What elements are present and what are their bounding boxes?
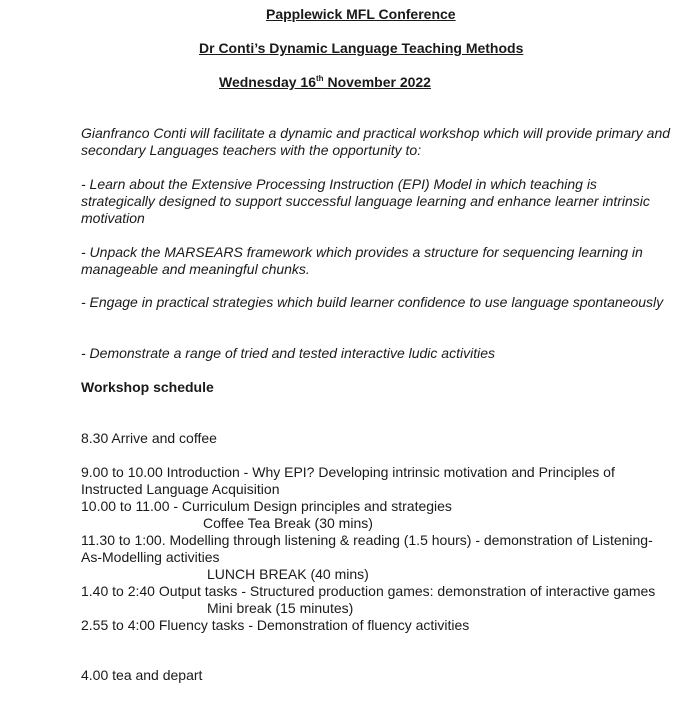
schedule-item: 9.00 to 10.00 Introduction - Why EPI? Developing intrinsic motivation and Principles of Instructed Language Acquisition — [81, 464, 615, 497]
schedule-depart: 4.00 tea and depart — [81, 667, 203, 683]
schedule-arrive: 8.30 Arrive and coffee — [81, 430, 217, 446]
intro-paragraph: Gianfranco Conti will facilitate a dynamic and practical workshop which will provide primary and secondary Languages teachers with the opportunity to: — [81, 125, 671, 158]
schedule-break: Mini break (15 minutes) — [207, 600, 354, 616]
schedule-item: 11.30 to 1:00. Modelling through listening & reading (1.5 hours) - demonstration of Listening-As-Modelling activities — [81, 532, 653, 565]
schedule-heading: Workshop schedule — [81, 379, 214, 395]
schedule-list — [81, 464, 671, 634]
bullet-marsears: - Unpack the MARSEARS framework which provides a structure for sequencing learning in manageable and meaningful chunks. — [81, 244, 643, 277]
date-suffix: th — [316, 74, 324, 83]
event-date — [219, 74, 431, 91]
conference-title: Papplewick MFL Conference — [266, 6, 456, 22]
date-rest: November 2022 — [323, 74, 431, 90]
bullet-strategies: - Engage in practical strategies which build learner confidence to use language spontaneously — [81, 294, 664, 310]
schedule-break: LUNCH BREAK (40 mins) — [207, 566, 369, 582]
schedule-break: Coffee Tea Break (30 mins) — [203, 515, 373, 531]
event-subtitle: Dr Conti’s Dynamic Language Teaching Methods — [199, 40, 524, 56]
schedule-item: 10.00 to 11.00 - Curriculum Design principles and strategies — [81, 498, 452, 514]
schedule-item: 2.55 to 4:00 Fluency tasks - Demonstration of fluency activities — [81, 617, 470, 633]
schedule-item: 1.40 to 2:40 Output tasks - Structured production games: demonstration of interactive games — [81, 583, 656, 599]
bullet-activities: - Demonstrate a range of tried and tested interactive ludic activities — [81, 345, 495, 361]
date-prefix: Wednesday 16 — [219, 74, 317, 90]
bullet-epi: - Learn about the Extensive Processing Instruction (EPI) Model in which teaching is strategically designed to support successful language learning and enhance learner intrinsic motivation — [81, 176, 650, 226]
